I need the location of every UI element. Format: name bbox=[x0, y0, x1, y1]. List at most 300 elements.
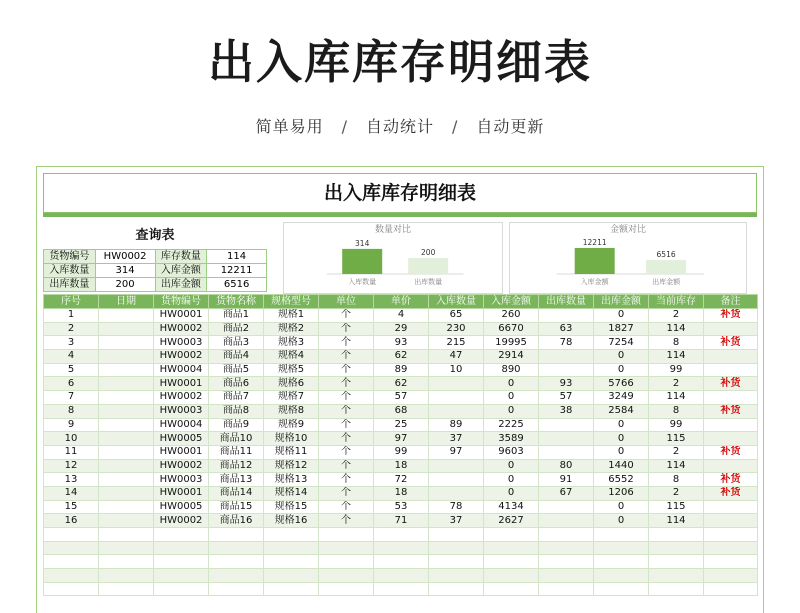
table-cell[interactable]: 4 bbox=[44, 350, 99, 364]
note-cell[interactable]: 补货 bbox=[704, 377, 758, 391]
table-cell[interactable] bbox=[154, 528, 209, 542]
table-cell[interactable]: 71 bbox=[374, 514, 429, 528]
table-header-row bbox=[44, 295, 758, 309]
table-cell[interactable]: 6670 bbox=[484, 322, 539, 336]
table-cell[interactable]: 规格8 bbox=[264, 404, 319, 418]
note-cell[interactable] bbox=[704, 541, 758, 555]
table-cell[interactable] bbox=[429, 528, 484, 542]
table-cell[interactable]: 19995 bbox=[484, 336, 539, 350]
table-cell[interactable]: 2584 bbox=[594, 404, 649, 418]
table-cell[interactable]: 14 bbox=[44, 486, 99, 500]
table-cell[interactable]: 商品1 bbox=[209, 309, 264, 323]
table-cell[interactable] bbox=[99, 541, 154, 555]
table-cell[interactable]: 114 bbox=[649, 322, 704, 336]
table-cell[interactable]: 99 bbox=[374, 445, 429, 459]
column-header: 出库数量 bbox=[539, 295, 594, 309]
table-cell[interactable]: 规格6 bbox=[264, 377, 319, 391]
table-cell[interactable] bbox=[44, 541, 99, 555]
table-cell[interactable]: 37 bbox=[429, 514, 484, 528]
tag-easy: 简单易用 bbox=[255, 117, 324, 136]
table-cell[interactable]: 0 bbox=[484, 377, 539, 391]
table-cell[interactable] bbox=[99, 350, 154, 364]
query-value[interactable]: HW0002 bbox=[95, 250, 155, 264]
note-cell[interactable] bbox=[704, 500, 758, 514]
table-cell[interactable]: 1827 bbox=[594, 322, 649, 336]
table-cell[interactable]: 93 bbox=[539, 377, 594, 391]
table-cell[interactable] bbox=[484, 582, 539, 596]
table-cell[interactable]: 个 bbox=[319, 486, 374, 500]
table-cell[interactable]: 7 bbox=[44, 391, 99, 405]
table-cell[interactable]: 114 bbox=[649, 391, 704, 405]
table-cell[interactable] bbox=[429, 404, 484, 418]
table-cell[interactable]: 10 bbox=[44, 432, 99, 446]
table-cell[interactable] bbox=[264, 569, 319, 583]
table-cell[interactable] bbox=[154, 541, 209, 555]
table-cell[interactable]: HW0001 bbox=[154, 377, 209, 391]
table-row bbox=[44, 309, 758, 323]
table-cell[interactable]: 62 bbox=[374, 350, 429, 364]
table-cell[interactable]: 0 bbox=[594, 514, 649, 528]
table-cell[interactable]: 个 bbox=[319, 363, 374, 377]
table-cell[interactable]: 18 bbox=[374, 459, 429, 473]
table-cell[interactable]: 个 bbox=[319, 391, 374, 405]
note-cell[interactable]: 补货 bbox=[704, 486, 758, 500]
table-cell[interactable]: 商品9 bbox=[209, 418, 264, 432]
table-cell[interactable]: 规格7 bbox=[264, 391, 319, 405]
table-cell[interactable]: 72 bbox=[374, 473, 429, 487]
table-cell[interactable]: 7254 bbox=[594, 336, 649, 350]
table-cell[interactable]: 9 bbox=[44, 418, 99, 432]
table-cell[interactable] bbox=[319, 528, 374, 542]
table-cell[interactable] bbox=[44, 528, 99, 542]
table-cell[interactable]: 53 bbox=[374, 500, 429, 514]
table-cell[interactable]: 商品4 bbox=[209, 350, 264, 364]
table-cell[interactable]: 3249 bbox=[594, 391, 649, 405]
table-cell[interactable] bbox=[649, 555, 704, 569]
chart-category-label: 入库金额 bbox=[580, 278, 609, 286]
table-cell[interactable] bbox=[539, 569, 594, 583]
table-cell[interactable]: 115 bbox=[649, 432, 704, 446]
note-cell[interactable]: 补货 bbox=[704, 404, 758, 418]
table-cell[interactable]: 0 bbox=[484, 404, 539, 418]
table-cell[interactable]: 15 bbox=[44, 500, 99, 514]
table-cell[interactable] bbox=[99, 336, 154, 350]
table-cell[interactable] bbox=[44, 555, 99, 569]
table-cell[interactable]: 规格4 bbox=[264, 350, 319, 364]
table-row bbox=[44, 500, 758, 514]
table-cell[interactable]: 57 bbox=[539, 391, 594, 405]
table-cell[interactable] bbox=[319, 541, 374, 555]
table-cell[interactable]: 25 bbox=[374, 418, 429, 432]
table-cell[interactable]: HW0002 bbox=[154, 391, 209, 405]
table-cell[interactable]: 商品13 bbox=[209, 473, 264, 487]
table-row bbox=[44, 541, 758, 555]
column-header: 当前库存 bbox=[649, 295, 704, 309]
query-value[interactable]: 314 bbox=[95, 264, 155, 278]
table-cell[interactable]: 规格15 bbox=[264, 500, 319, 514]
table-cell[interactable]: 商品5 bbox=[209, 363, 264, 377]
table-cell[interactable] bbox=[539, 555, 594, 569]
table-cell[interactable]: 2914 bbox=[484, 350, 539, 364]
note-cell[interactable] bbox=[704, 391, 758, 405]
table-cell[interactable] bbox=[264, 555, 319, 569]
table-cell[interactable]: 个 bbox=[319, 404, 374, 418]
table-cell[interactable]: 47 bbox=[429, 350, 484, 364]
table-cell[interactable]: 个 bbox=[319, 336, 374, 350]
table-cell[interactable] bbox=[429, 541, 484, 555]
table-cell[interactable] bbox=[209, 528, 264, 542]
table-cell[interactable]: 0 bbox=[484, 459, 539, 473]
table-cell[interactable]: HW0002 bbox=[154, 514, 209, 528]
table-cell[interactable]: 商品14 bbox=[209, 486, 264, 500]
table-cell[interactable]: 97 bbox=[429, 445, 484, 459]
table-cell[interactable] bbox=[99, 404, 154, 418]
table-cell[interactable] bbox=[99, 555, 154, 569]
table-cell[interactable] bbox=[99, 500, 154, 514]
table-cell[interactable]: 115 bbox=[649, 500, 704, 514]
table-cell[interactable]: 8 bbox=[649, 404, 704, 418]
table-cell[interactable]: 6552 bbox=[594, 473, 649, 487]
table-cell[interactable]: 8 bbox=[649, 336, 704, 350]
table-cell[interactable]: 个 bbox=[319, 350, 374, 364]
table-cell[interactable]: 0 bbox=[594, 445, 649, 459]
table-cell[interactable] bbox=[539, 528, 594, 542]
note-cell[interactable] bbox=[704, 514, 758, 528]
table-cell[interactable] bbox=[99, 377, 154, 391]
table-cell[interactable]: 16 bbox=[44, 514, 99, 528]
table-cell[interactable]: 2 bbox=[649, 445, 704, 459]
table-cell[interactable]: 12 bbox=[44, 459, 99, 473]
note-cell[interactable] bbox=[704, 582, 758, 596]
table-cell[interactable]: HW0005 bbox=[154, 500, 209, 514]
table-cell[interactable]: 99 bbox=[649, 418, 704, 432]
table-cell[interactable]: 规格5 bbox=[264, 363, 319, 377]
table-cell[interactable]: 230 bbox=[429, 322, 484, 336]
table-cell[interactable] bbox=[649, 541, 704, 555]
query-value[interactable]: 114 bbox=[207, 250, 267, 264]
table-cell[interactable]: 个 bbox=[319, 322, 374, 336]
table-cell[interactable]: 0 bbox=[484, 473, 539, 487]
table-cell[interactable]: 215 bbox=[429, 336, 484, 350]
table-cell[interactable]: HW0001 bbox=[154, 309, 209, 323]
table-cell[interactable]: 商品10 bbox=[209, 432, 264, 446]
table-cell[interactable] bbox=[264, 528, 319, 542]
spreadsheet-sheet bbox=[36, 166, 764, 613]
table-cell[interactable]: 2 bbox=[649, 309, 704, 323]
note-cell[interactable] bbox=[704, 459, 758, 473]
table-cell[interactable] bbox=[154, 555, 209, 569]
table-cell[interactable] bbox=[99, 322, 154, 336]
table-cell[interactable]: 114 bbox=[649, 350, 704, 364]
table-cell[interactable]: 3589 bbox=[484, 432, 539, 446]
query-value[interactable]: 12211 bbox=[207, 264, 267, 278]
tag-auto-stats: 自动统计 bbox=[365, 117, 434, 136]
table-cell[interactable]: 2 bbox=[44, 322, 99, 336]
note-cell[interactable]: 补货 bbox=[704, 445, 758, 459]
table-cell[interactable]: 规格16 bbox=[264, 514, 319, 528]
note-cell[interactable]: 补货 bbox=[704, 473, 758, 487]
table-cell[interactable] bbox=[539, 582, 594, 596]
table-cell[interactable] bbox=[209, 569, 264, 583]
table-cell[interactable] bbox=[429, 486, 484, 500]
table-cell[interactable] bbox=[429, 555, 484, 569]
table-row bbox=[44, 377, 758, 391]
table-cell[interactable] bbox=[649, 569, 704, 583]
table-cell[interactable]: 62 bbox=[374, 377, 429, 391]
table-cell[interactable]: 890 bbox=[484, 363, 539, 377]
table-cell[interactable]: 13 bbox=[44, 473, 99, 487]
table-cell[interactable] bbox=[594, 541, 649, 555]
table-cell[interactable]: 80 bbox=[539, 459, 594, 473]
table-cell[interactable] bbox=[99, 528, 154, 542]
column-header: 备注 bbox=[704, 295, 758, 309]
table-cell[interactable]: 114 bbox=[649, 514, 704, 528]
table-cell[interactable] bbox=[374, 569, 429, 583]
note-cell[interactable]: 补货 bbox=[704, 309, 758, 323]
table-cell[interactable]: 规格3 bbox=[264, 336, 319, 350]
table-cell[interactable]: 11 bbox=[44, 445, 99, 459]
table-cell[interactable] bbox=[429, 377, 484, 391]
table-cell[interactable] bbox=[99, 363, 154, 377]
table-cell[interactable]: 89 bbox=[429, 418, 484, 432]
table-cell[interactable]: 1 bbox=[44, 309, 99, 323]
table-cell[interactable]: HW0004 bbox=[154, 418, 209, 432]
table-cell[interactable] bbox=[99, 309, 154, 323]
table-cell[interactable]: 38 bbox=[539, 404, 594, 418]
table-cell[interactable]: 2 bbox=[649, 486, 704, 500]
table-cell[interactable] bbox=[429, 473, 484, 487]
chart-data-label: 6516 bbox=[656, 250, 676, 260]
table-cell[interactable] bbox=[264, 541, 319, 555]
table-cell[interactable]: 规格12 bbox=[264, 459, 319, 473]
table-cell[interactable] bbox=[594, 528, 649, 542]
table-cell[interactable] bbox=[594, 569, 649, 583]
chart-bar bbox=[646, 260, 686, 274]
table-cell[interactable]: 个 bbox=[319, 500, 374, 514]
table-cell[interactable] bbox=[99, 432, 154, 446]
table-cell[interactable]: 0 bbox=[594, 418, 649, 432]
table-cell[interactable]: 4134 bbox=[484, 500, 539, 514]
table-cell[interactable]: 0 bbox=[594, 432, 649, 446]
table-cell[interactable]: 商品6 bbox=[209, 377, 264, 391]
table-cell[interactable] bbox=[99, 514, 154, 528]
note-cell[interactable] bbox=[704, 569, 758, 583]
table-cell[interactable]: 个 bbox=[319, 445, 374, 459]
table-cell[interactable]: 1206 bbox=[594, 486, 649, 500]
table-cell[interactable] bbox=[209, 582, 264, 596]
table-cell[interactable] bbox=[154, 569, 209, 583]
table-cell[interactable]: 2627 bbox=[484, 514, 539, 528]
table-cell[interactable] bbox=[539, 432, 594, 446]
note-cell[interactable] bbox=[704, 322, 758, 336]
note-cell[interactable] bbox=[704, 363, 758, 377]
table-cell[interactable] bbox=[484, 555, 539, 569]
table-cell[interactable]: 93 bbox=[374, 336, 429, 350]
table-cell[interactable]: 37 bbox=[429, 432, 484, 446]
table-cell[interactable]: 个 bbox=[319, 514, 374, 528]
table-cell[interactable]: 78 bbox=[429, 500, 484, 514]
table-cell[interactable]: 5 bbox=[44, 363, 99, 377]
table-cell[interactable] bbox=[374, 528, 429, 542]
table-cell[interactable]: 78 bbox=[539, 336, 594, 350]
table-cell[interactable] bbox=[649, 528, 704, 542]
table-cell[interactable]: 个 bbox=[319, 473, 374, 487]
table-cell[interactable]: 8 bbox=[44, 404, 99, 418]
query-row bbox=[44, 250, 267, 264]
table-cell[interactable] bbox=[374, 555, 429, 569]
table-cell[interactable] bbox=[429, 459, 484, 473]
table-cell[interactable]: 规格11 bbox=[264, 445, 319, 459]
tag-separator: / bbox=[452, 117, 459, 136]
query-value[interactable]: 6516 bbox=[207, 278, 267, 292]
title-divider bbox=[43, 213, 757, 217]
note-cell[interactable]: 补货 bbox=[704, 336, 758, 350]
table-cell[interactable]: 0 bbox=[594, 309, 649, 323]
table-cell[interactable]: 57 bbox=[374, 391, 429, 405]
table-cell[interactable] bbox=[484, 569, 539, 583]
table-cell[interactable]: 2 bbox=[649, 377, 704, 391]
table-cell[interactable]: 0 bbox=[594, 350, 649, 364]
table-cell[interactable] bbox=[649, 582, 704, 596]
table-cell[interactable] bbox=[209, 555, 264, 569]
table-cell[interactable]: HW0003 bbox=[154, 336, 209, 350]
table-cell[interactable]: 个 bbox=[319, 309, 374, 323]
table-cell[interactable]: 商品16 bbox=[209, 514, 264, 528]
table-cell[interactable]: 2225 bbox=[484, 418, 539, 432]
table-cell[interactable] bbox=[264, 582, 319, 596]
table-cell[interactable]: 29 bbox=[374, 322, 429, 336]
table-cell[interactable]: 68 bbox=[374, 404, 429, 418]
table-cell[interactable] bbox=[44, 569, 99, 583]
table-cell[interactable]: 63 bbox=[539, 322, 594, 336]
table-cell[interactable]: HW0002 bbox=[154, 459, 209, 473]
table-cell[interactable]: 商品8 bbox=[209, 404, 264, 418]
table-cell[interactable]: 个 bbox=[319, 377, 374, 391]
table-cell[interactable]: HW0001 bbox=[154, 445, 209, 459]
table-cell[interactable]: 规格14 bbox=[264, 486, 319, 500]
table-cell[interactable]: 1440 bbox=[594, 459, 649, 473]
table-cell[interactable] bbox=[429, 569, 484, 583]
table-cell[interactable]: 商品11 bbox=[209, 445, 264, 459]
table-cell[interactable] bbox=[99, 459, 154, 473]
table-cell[interactable]: 97 bbox=[374, 432, 429, 446]
table-cell[interactable] bbox=[429, 582, 484, 596]
table-cell[interactable]: 规格9 bbox=[264, 418, 319, 432]
table-cell[interactable]: 4 bbox=[374, 309, 429, 323]
table-cell[interactable] bbox=[374, 541, 429, 555]
table-cell[interactable] bbox=[539, 418, 594, 432]
table-cell[interactable] bbox=[209, 541, 264, 555]
table-cell[interactable]: HW0002 bbox=[154, 350, 209, 364]
table-cell[interactable]: 规格13 bbox=[264, 473, 319, 487]
feature-tags bbox=[0, 114, 800, 137]
table-cell[interactable] bbox=[539, 514, 594, 528]
table-cell[interactable] bbox=[539, 445, 594, 459]
table-cell[interactable] bbox=[99, 391, 154, 405]
table-cell[interactable]: HW0003 bbox=[154, 404, 209, 418]
table-cell[interactable]: 65 bbox=[429, 309, 484, 323]
table-cell[interactable]: 9603 bbox=[484, 445, 539, 459]
table-cell[interactable] bbox=[99, 418, 154, 432]
table-cell[interactable] bbox=[319, 569, 374, 583]
table-cell[interactable]: 260 bbox=[484, 309, 539, 323]
table-cell[interactable]: 5766 bbox=[594, 377, 649, 391]
table-cell[interactable]: 商品2 bbox=[209, 322, 264, 336]
table-cell[interactable] bbox=[319, 582, 374, 596]
table-cell[interactable]: 6 bbox=[44, 377, 99, 391]
table-cell[interactable]: 91 bbox=[539, 473, 594, 487]
table-cell[interactable] bbox=[484, 541, 539, 555]
table-cell[interactable]: 89 bbox=[374, 363, 429, 377]
table-cell[interactable]: 8 bbox=[649, 473, 704, 487]
table-cell[interactable]: 0 bbox=[484, 391, 539, 405]
table-cell[interactable]: 规格10 bbox=[264, 432, 319, 446]
table-cell[interactable] bbox=[154, 582, 209, 596]
table-cell[interactable] bbox=[374, 582, 429, 596]
table-cell[interactable]: 个 bbox=[319, 459, 374, 473]
table-cell[interactable]: HW0004 bbox=[154, 363, 209, 377]
table-cell[interactable] bbox=[539, 350, 594, 364]
table-cell[interactable] bbox=[539, 541, 594, 555]
table-cell[interactable]: HW0001 bbox=[154, 486, 209, 500]
table-cell[interactable]: 67 bbox=[539, 486, 594, 500]
table-cell[interactable] bbox=[99, 445, 154, 459]
table-cell[interactable]: 114 bbox=[649, 459, 704, 473]
table-cell[interactable]: 商品12 bbox=[209, 459, 264, 473]
query-label: 出库数量 bbox=[44, 278, 96, 292]
table-cell[interactable]: 商品15 bbox=[209, 500, 264, 514]
table-cell[interactable] bbox=[99, 486, 154, 500]
table-cell[interactable]: 0 bbox=[594, 500, 649, 514]
table-cell[interactable]: 99 bbox=[649, 363, 704, 377]
note-cell[interactable] bbox=[704, 555, 758, 569]
table-cell[interactable] bbox=[99, 582, 154, 596]
query-table bbox=[43, 249, 267, 292]
table-cell[interactable] bbox=[484, 528, 539, 542]
table-cell[interactable]: HW0005 bbox=[154, 432, 209, 446]
table-cell[interactable]: 规格1 bbox=[264, 309, 319, 323]
table-cell[interactable]: 18 bbox=[374, 486, 429, 500]
table-cell[interactable]: 商品3 bbox=[209, 336, 264, 350]
table-cell[interactable]: 0 bbox=[594, 363, 649, 377]
note-cell[interactable] bbox=[704, 528, 758, 542]
table-cell[interactable]: HW0002 bbox=[154, 322, 209, 336]
query-value[interactable]: 200 bbox=[95, 278, 155, 292]
table-cell[interactable] bbox=[594, 555, 649, 569]
table-cell[interactable] bbox=[99, 473, 154, 487]
table-cell[interactable] bbox=[539, 309, 594, 323]
table-cell[interactable]: 3 bbox=[44, 336, 99, 350]
table-cell[interactable] bbox=[319, 555, 374, 569]
table-cell[interactable] bbox=[429, 391, 484, 405]
table-cell[interactable] bbox=[44, 582, 99, 596]
table-cell[interactable]: 商品7 bbox=[209, 391, 264, 405]
table-cell[interactable]: 0 bbox=[484, 486, 539, 500]
table-cell[interactable]: 10 bbox=[429, 363, 484, 377]
note-cell[interactable] bbox=[704, 350, 758, 364]
note-cell[interactable] bbox=[704, 418, 758, 432]
table-cell[interactable]: 个 bbox=[319, 418, 374, 432]
table-cell[interactable] bbox=[99, 569, 154, 583]
table-cell[interactable]: 规格2 bbox=[264, 322, 319, 336]
table-cell[interactable]: 个 bbox=[319, 432, 374, 446]
table-cell[interactable] bbox=[539, 500, 594, 514]
table-cell[interactable] bbox=[539, 363, 594, 377]
table-cell[interactable] bbox=[594, 582, 649, 596]
note-cell[interactable] bbox=[704, 432, 758, 446]
table-cell[interactable]: HW0003 bbox=[154, 473, 209, 487]
column-header: 入库数量 bbox=[429, 295, 484, 309]
